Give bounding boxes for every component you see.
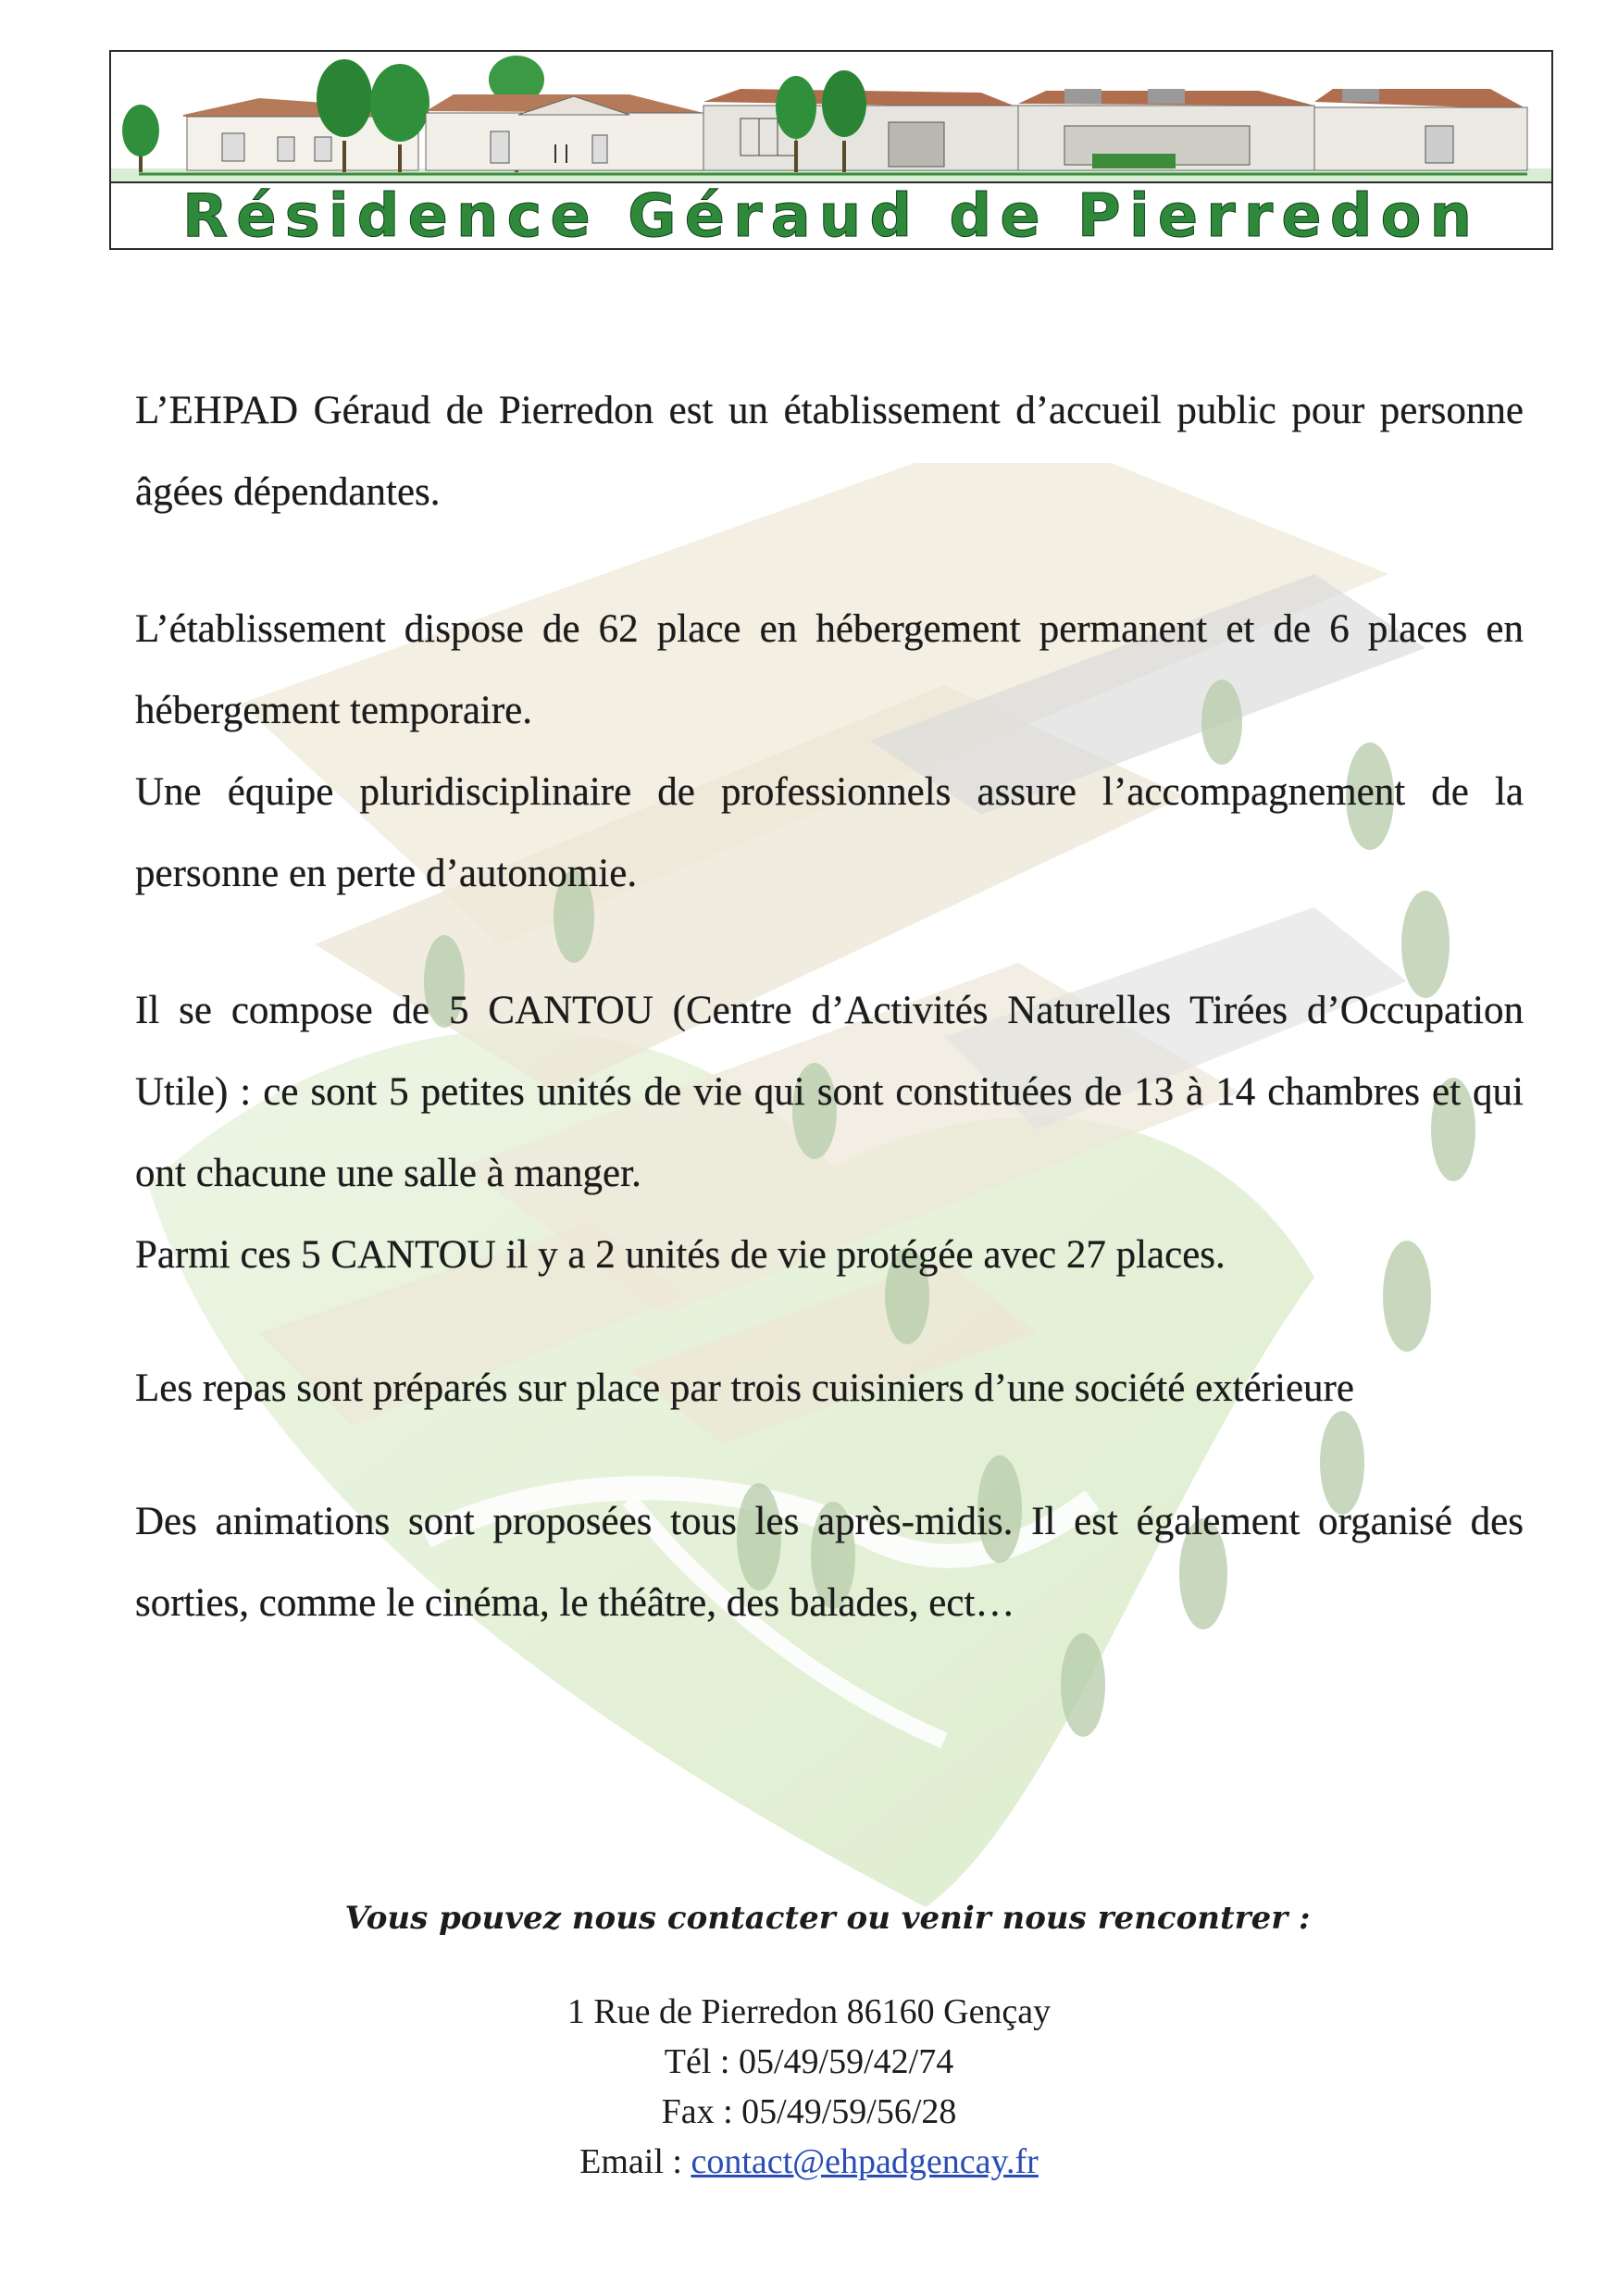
contact-phone: Tél : 05/49/59/42/74 (664, 2042, 954, 2081)
contact-address: 1 Rue de Pierredon 86160 Gençay (566, 1992, 1052, 2031)
tree-icon (122, 105, 159, 172)
residence-illustration (111, 52, 1551, 181)
header-banner (109, 50, 1553, 250)
paragraph-protected-units: Parmi ces 5 CANTOU il y a 2 unités de vie protégée avec 27 places. (135, 1233, 1226, 1277)
contact-fax: Fax : 05/49/59/56/28 (661, 2092, 957, 2131)
contact-section (0, 1890, 1618, 2187)
paragraph-cantou: Il se compose de 5 CANTOU (Centre d’Activités Naturelles Tirées d’Occupation Utile) : ce sont 5 petites unités de vie qui sont constituées de 13 à 14 chambres et qui ont chacune une salle à manger. (135, 989, 1524, 1195)
paragraph-activities: Des animations sont proposées tous les après-midis. Il est également organisé des sorties, comme le cinéma, le théâtre, des balades, ect… (135, 1500, 1524, 1625)
paragraph-team: Une équipe pluridisciplinaire de professionnels assure l’accompagnement de la personne en perte d’autonomie. (135, 770, 1524, 895)
paragraph-intro: L’EHPAD Géraud de Pierredon est un établissement d’accueil public pour personne âgées dépendantes. (135, 389, 1524, 514)
paragraph-capacity: L’établissement dispose de 62 place en hébergement permanent et de 6 places en hébergement temporaire. (135, 607, 1524, 732)
contact-email-link[interactable]: contact@ehpadgencay.fr (691, 2142, 1039, 2181)
contact-intro: Vous pouvez nous contacter ou venir nous rencontrer : (344, 1900, 1311, 1937)
page-title: Résidence Géraud de Pierredon (111, 181, 1551, 250)
body-text (135, 370, 1524, 1644)
contact-email-line (0, 2137, 1618, 2187)
paragraph-meals: Les repas sont préparés sur place par trois cuisiniers d’une société extérieure (135, 1366, 1354, 1410)
contact-email-label: Email : (579, 2142, 691, 2181)
